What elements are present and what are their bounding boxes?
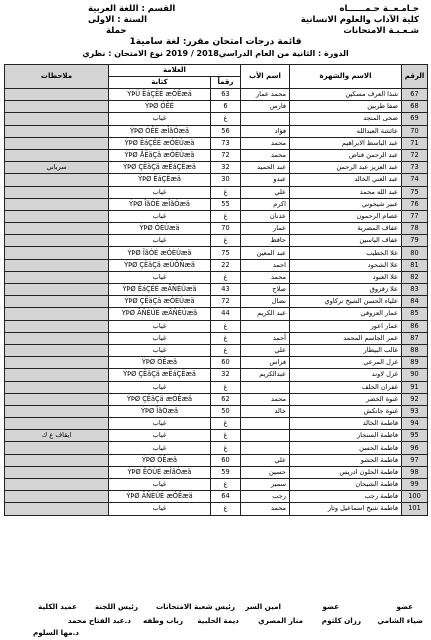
mark-number: غ — [211, 235, 241, 247]
mark-words: ÝÞØ ÎãÓÉ æÎãÓæä — [109, 198, 211, 210]
mark-words: ÝÞØ ËáÇËÉ æÃÑÈÚæä — [109, 284, 211, 296]
row-notes — [5, 357, 109, 369]
mark-number: غ — [211, 430, 241, 442]
student-name: فاطمة شيخ اسماعيل وتار — [290, 503, 402, 515]
father-name: حسين — [241, 466, 290, 478]
row-number: 69 — [402, 113, 428, 125]
row-number: 79 — [402, 235, 428, 247]
row-number: 84 — [402, 296, 428, 308]
row-number: 93 — [402, 405, 428, 417]
mark-words: غياب — [109, 430, 211, 442]
student-name: علا زقزوق — [290, 284, 402, 296]
student-name: غالب البيطار — [290, 344, 402, 356]
mark-number: غ — [211, 479, 241, 491]
father-name: رجب — [241, 491, 290, 503]
table-row — [5, 369, 428, 381]
table-row — [5, 235, 428, 247]
row-notes — [5, 296, 109, 308]
row-number: 92 — [402, 393, 428, 405]
footer-name-7: د.مها السلوم — [33, 628, 79, 637]
table-row — [5, 101, 428, 113]
mark-words: غياب — [109, 320, 211, 332]
row-number: 71 — [402, 137, 428, 149]
row-notes — [5, 247, 109, 259]
row-number: 72 — [402, 149, 428, 161]
table-row — [5, 332, 428, 344]
row-notes — [5, 89, 109, 101]
mark-words: غياب — [109, 113, 211, 125]
table-row — [5, 491, 428, 503]
col-header-number: الرقم — [402, 65, 428, 89]
mark-words: ÝÞØ ÊÓÚÉ æÎãÓæä — [109, 466, 211, 478]
row-notes — [5, 393, 109, 405]
table-row — [5, 271, 428, 283]
mark-number: 60 — [211, 357, 241, 369]
mark-number: غ — [211, 186, 241, 198]
mark-words: غياب — [109, 344, 211, 356]
table-row — [5, 174, 428, 186]
row-number: 96 — [402, 442, 428, 454]
grades-table-body — [5, 89, 428, 516]
row-number: 75 — [402, 186, 428, 198]
mark-number: 55 — [211, 198, 241, 210]
row-number: 86 — [402, 320, 428, 332]
student-name: عصام الرحمون — [290, 210, 402, 222]
department-label: القسم : اللغة العربية — [88, 4, 176, 14]
mark-number: غ — [211, 113, 241, 125]
row-number: 87 — [402, 332, 428, 344]
student-name: فاطمة رجب — [290, 491, 402, 503]
student-name: عبير شيخوني — [290, 198, 402, 210]
row-notes — [5, 101, 109, 113]
father-name: محمد عمار — [241, 89, 290, 101]
row-notes — [5, 332, 109, 344]
table-row — [5, 113, 428, 125]
table-row — [5, 210, 428, 222]
student-name: غفران الحلف — [290, 381, 402, 393]
father-name: محمد — [241, 271, 290, 283]
mark-number: غ — [211, 344, 241, 356]
year-label: السنة : الاولى — [88, 15, 148, 25]
row-notes — [5, 113, 109, 125]
mark-words: ÝÞØ ÇËäÇä æÚÔÑæä — [109, 259, 211, 271]
father-name: محمد — [241, 149, 290, 161]
mark-words: ÝÞØ ÇËäÇä æÓÊæä — [109, 393, 211, 405]
document-subtitle: الدورة : الثانية من العام الدراسي2018 / 2019 نوع الامتحان : نظري — [82, 49, 349, 58]
table-row — [5, 89, 428, 101]
student-name: عبد العزيز عبد الرحمن — [290, 162, 402, 174]
row-notes — [5, 210, 109, 222]
father-name: فراس — [241, 357, 290, 369]
row-number: 101 — [402, 503, 428, 515]
mark-number: غ — [211, 503, 241, 515]
row-number: 89 — [402, 357, 428, 369]
table-row — [5, 284, 428, 296]
table-row — [5, 296, 428, 308]
mark-number: غ — [211, 332, 241, 344]
father-name: أحمد — [241, 332, 290, 344]
footer-role-dean: عميد الكلية — [38, 602, 77, 611]
table-row — [5, 149, 428, 161]
mark-words: ÝÞØ ÃÑÈÚÉ æÃÑÈÚæä — [109, 308, 211, 320]
faculty-name: كلية الآداب والعلوم الانسانية — [300, 15, 419, 25]
table-row — [5, 381, 428, 393]
father-name: نضال — [241, 296, 290, 308]
student-name: علا الشحود — [290, 259, 402, 271]
father-name: علي — [241, 454, 290, 466]
table-row — [5, 466, 428, 478]
table-row — [5, 357, 428, 369]
mark-number: 59 — [211, 466, 241, 478]
mark-number: 22 — [211, 259, 241, 271]
row-number: 91 — [402, 381, 428, 393]
student-name: فاطمة الحلون ادريس — [290, 466, 402, 478]
row-number: 81 — [402, 259, 428, 271]
mark-number: 70 — [211, 223, 241, 235]
row-number: 83 — [402, 284, 428, 296]
father-name: عبدالكريم — [241, 369, 290, 381]
mark-words: غياب — [109, 332, 211, 344]
mark-number: 64 — [211, 491, 241, 503]
father-name — [241, 418, 290, 430]
row-number: 100 — [402, 491, 428, 503]
row-number: 88 — [402, 344, 428, 356]
row-notes — [5, 442, 109, 454]
row-number: 77 — [402, 210, 428, 222]
table-row — [5, 247, 428, 259]
student-name: عبد الرحمن قناص — [290, 149, 402, 161]
mark-words: غياب — [109, 503, 211, 515]
mark-number: 30 — [211, 174, 241, 186]
student-name: ضحى المنجد — [290, 113, 402, 125]
father-name: محمد — [241, 503, 290, 515]
table-row — [5, 418, 428, 430]
col-header-notes: ملاحظات — [5, 65, 109, 89]
mark-number: 75 — [211, 247, 241, 259]
footer-name-6: د.عبد الفتاح محمد — [67, 616, 131, 625]
student-name: فاطمة الحسن — [290, 442, 402, 454]
row-number: 82 — [402, 271, 428, 283]
mark-words: غياب — [109, 186, 211, 198]
mark-number: 56 — [211, 125, 241, 137]
mark-number: غ — [211, 210, 241, 222]
mark-words: ÝÞØ ÎãÓÉ æÓÈÚæä — [109, 247, 211, 259]
row-notes — [5, 284, 109, 296]
mark-number: 43 — [211, 284, 241, 296]
mark-number: 72 — [211, 149, 241, 161]
col-header-father: اسم الأب — [241, 65, 290, 89]
father-name — [241, 430, 290, 442]
mark-words: ÝÞØ ÃÑÈÚÉ æÓÊæä — [109, 491, 211, 503]
mark-words: ÝÞØ ËáÇËæä — [109, 174, 211, 186]
row-number: 90 — [402, 369, 428, 381]
mark-words: ÝÞØ ÓÊÉ — [109, 101, 211, 113]
row-number: 94 — [402, 418, 428, 430]
row-number: 98 — [402, 466, 428, 478]
row-number: 85 — [402, 308, 428, 320]
father-name: حافظ — [241, 235, 290, 247]
mark-number: 73 — [211, 137, 241, 149]
footer-role-committee-head: رئيس اللجنة — [94, 602, 138, 611]
row-number: 99 — [402, 479, 428, 491]
mark-number: 6 — [211, 101, 241, 113]
mark-words: ÝÞØ ÓÊæä — [109, 357, 211, 369]
father-name: فارس — [241, 101, 290, 113]
footer-role-member-2: عضو — [322, 602, 339, 611]
mark-words: غياب — [109, 418, 211, 430]
row-notes — [5, 381, 109, 393]
footer-name-1: ضياء الشامي — [377, 616, 423, 625]
mark-words: ÝÞØ ÇËäÇä æËáÇËæä — [109, 162, 211, 174]
father-name: خالد — [241, 405, 290, 417]
father-name: عدنان — [241, 210, 290, 222]
table-row — [5, 186, 428, 198]
student-name: غزل لاوند — [290, 369, 402, 381]
mark-number: غ — [211, 320, 241, 332]
table-row — [5, 137, 428, 149]
mark-words: غياب — [109, 479, 211, 491]
student-name: غزل المرعي — [290, 357, 402, 369]
father-name — [241, 442, 290, 454]
father-name: اكرم — [241, 198, 290, 210]
row-notes — [5, 369, 109, 381]
row-number: 97 — [402, 454, 428, 466]
father-name: عمار — [241, 223, 290, 235]
student-name: صفا طربين — [290, 101, 402, 113]
student-name: عبد الغني الخالد — [290, 174, 402, 186]
row-number: 73 — [402, 162, 428, 174]
father-name: عبد الكريم — [241, 308, 290, 320]
footer-role-member-1: عضو — [396, 602, 413, 611]
campus-label: حملة — [106, 26, 127, 36]
table-row — [5, 393, 428, 405]
student-name: فاطمة الحشو — [290, 454, 402, 466]
row-number: 67 — [402, 89, 428, 101]
row-notes — [5, 344, 109, 356]
student-name: علا العبود — [290, 271, 402, 283]
table-row — [5, 223, 428, 235]
row-number: 76 — [402, 198, 428, 210]
row-number: 74 — [402, 174, 428, 186]
table-row — [5, 259, 428, 271]
mark-number: 72 — [211, 296, 241, 308]
document-title: قائمة درجات امتحان مقرر: لغة سامية1 — [129, 37, 302, 47]
mark-words: غياب — [109, 235, 211, 247]
student-name: عفاف الياسين — [290, 235, 402, 247]
table-row — [5, 503, 428, 515]
col-header-name: الاسم والشهرة — [290, 65, 402, 89]
mark-words: غياب — [109, 271, 211, 283]
col-header-mark-number: رقماً — [211, 77, 241, 89]
mark-number: 50 — [211, 405, 241, 417]
table-row — [5, 454, 428, 466]
mark-words: ÝÞØ ÇËäÇä æÓÈÚæä — [109, 296, 211, 308]
mark-words: غياب — [109, 442, 211, 454]
mark-words: غياب — [109, 210, 211, 222]
father-name: علي — [241, 344, 290, 356]
row-number: 80 — [402, 247, 428, 259]
row-notes — [5, 137, 109, 149]
row-notes — [5, 454, 109, 466]
row-notes — [5, 320, 109, 332]
mark-number: غ — [211, 418, 241, 430]
student-name: شذا العرف مسكين — [290, 89, 402, 101]
father-name — [241, 381, 290, 393]
mark-number: 32 — [211, 162, 241, 174]
table-row — [5, 405, 428, 417]
student-name: عمار اعور — [290, 320, 402, 332]
row-number: 68 — [402, 101, 428, 113]
father-name — [241, 320, 290, 332]
row-notes — [5, 235, 109, 247]
student-name: غنوة جانكش — [290, 405, 402, 417]
table-row — [5, 125, 428, 137]
student-name: عائشة العبدالله — [290, 125, 402, 137]
father-name — [241, 113, 290, 125]
row-notes — [5, 308, 109, 320]
university-name: جـامـعــة حـمــــــاه — [339, 4, 419, 14]
father-name: محمد — [241, 393, 290, 405]
mark-words: ÝÞØ ÓÊÉ æÎãÓæä — [109, 125, 211, 137]
father-name: صلاح — [241, 284, 290, 296]
row-notes — [5, 149, 109, 161]
mark-words: ÝÞØ ÓÊæä — [109, 454, 211, 466]
row-notes — [5, 271, 109, 283]
footer-role-exam-head: رئيس شعبة الامتحانات — [155, 602, 235, 611]
col-header-mark-words: كتابة — [109, 77, 211, 89]
mark-words: ÝÞÜ ËáÇËÉ æÓÊæä — [109, 89, 211, 101]
father-name: عبدو — [241, 174, 290, 186]
father-name: فؤاد — [241, 125, 290, 137]
mark-number: 60 — [211, 454, 241, 466]
student-name: غنوة الخضر — [290, 393, 402, 405]
row-notes — [5, 503, 109, 515]
table-row — [5, 308, 428, 320]
mark-number: 62 — [211, 393, 241, 405]
mark-number: غ — [211, 271, 241, 283]
row-notes — [5, 125, 109, 137]
mark-number: 32 — [211, 369, 241, 381]
footer-role-secretary: امين السر — [245, 602, 281, 611]
row-notes — [5, 405, 109, 417]
father-name: عبد الحميد — [241, 162, 290, 174]
mark-words: غياب — [109, 381, 211, 393]
mark-words: ÝÞØ ÅËäÇä æÓÈÚæä — [109, 149, 211, 161]
student-name: فاطمة الخالد — [290, 418, 402, 430]
student-name: عمر الجاسم المحمد — [290, 332, 402, 344]
row-notes — [5, 418, 109, 430]
row-number: 95 — [402, 430, 428, 442]
row-notes: سرياني — [5, 162, 109, 174]
father-name: علي — [241, 186, 290, 198]
mark-words: ÝÞØ ÇËäÇä æËáÇËæä — [109, 369, 211, 381]
row-notes — [5, 491, 109, 503]
footer-name-3: منار المصري — [258, 616, 303, 625]
father-name: محمد — [241, 137, 290, 149]
row-notes: ايقاف ع ك — [5, 430, 109, 442]
student-name: فاطمة الشيحان — [290, 479, 402, 491]
student-name: عبد الباسط الابراهيم — [290, 137, 402, 149]
mark-words: ÝÞØ ÓÈÚæä — [109, 223, 211, 235]
footer-name-4: ديمة الحلبية — [197, 616, 239, 625]
table-row — [5, 442, 428, 454]
student-name: علياء الحسن الشيخ تركاوي — [290, 296, 402, 308]
footer-name-2: رزان كلثوم — [321, 616, 361, 625]
mark-number: 44 — [211, 308, 241, 320]
student-name: عمار العزوقي — [290, 308, 402, 320]
row-notes — [5, 479, 109, 491]
table-row — [5, 162, 428, 174]
mark-number: غ — [211, 442, 241, 454]
mark-words: ÝÞØ ËáÇËÉ æÓÈÚæä — [109, 137, 211, 149]
table-row — [5, 344, 428, 356]
mark-words: ÝÞØ ÎãÓæä — [109, 405, 211, 417]
table-row — [5, 320, 428, 332]
father-name: سمير — [241, 479, 290, 491]
table-row — [5, 430, 428, 442]
row-notes — [5, 174, 109, 186]
mark-number: 63 — [211, 89, 241, 101]
student-name: فاطمة السنجار — [290, 430, 402, 442]
row-notes — [5, 223, 109, 235]
col-header-mark: العلامة — [109, 65, 241, 77]
father-name: احمد — [241, 259, 290, 271]
exam-office: شـعـبـة الامتحانات — [343, 26, 419, 36]
footer-name-5: رباب وطفه — [142, 616, 183, 625]
row-number: 78 — [402, 223, 428, 235]
mark-number: غ — [211, 381, 241, 393]
row-notes — [5, 259, 109, 271]
row-notes — [5, 198, 109, 210]
table-row — [5, 198, 428, 210]
row-notes — [5, 466, 109, 478]
father-name: عبد المعين — [241, 247, 290, 259]
row-number: 70 — [402, 125, 428, 137]
student-name: علا الخطيب — [290, 247, 402, 259]
student-name: عفاف المصرية — [290, 223, 402, 235]
student-name: عبد الله محمد — [290, 186, 402, 198]
grades-table — [4, 64, 428, 516]
row-notes — [5, 186, 109, 198]
table-row — [5, 479, 428, 491]
